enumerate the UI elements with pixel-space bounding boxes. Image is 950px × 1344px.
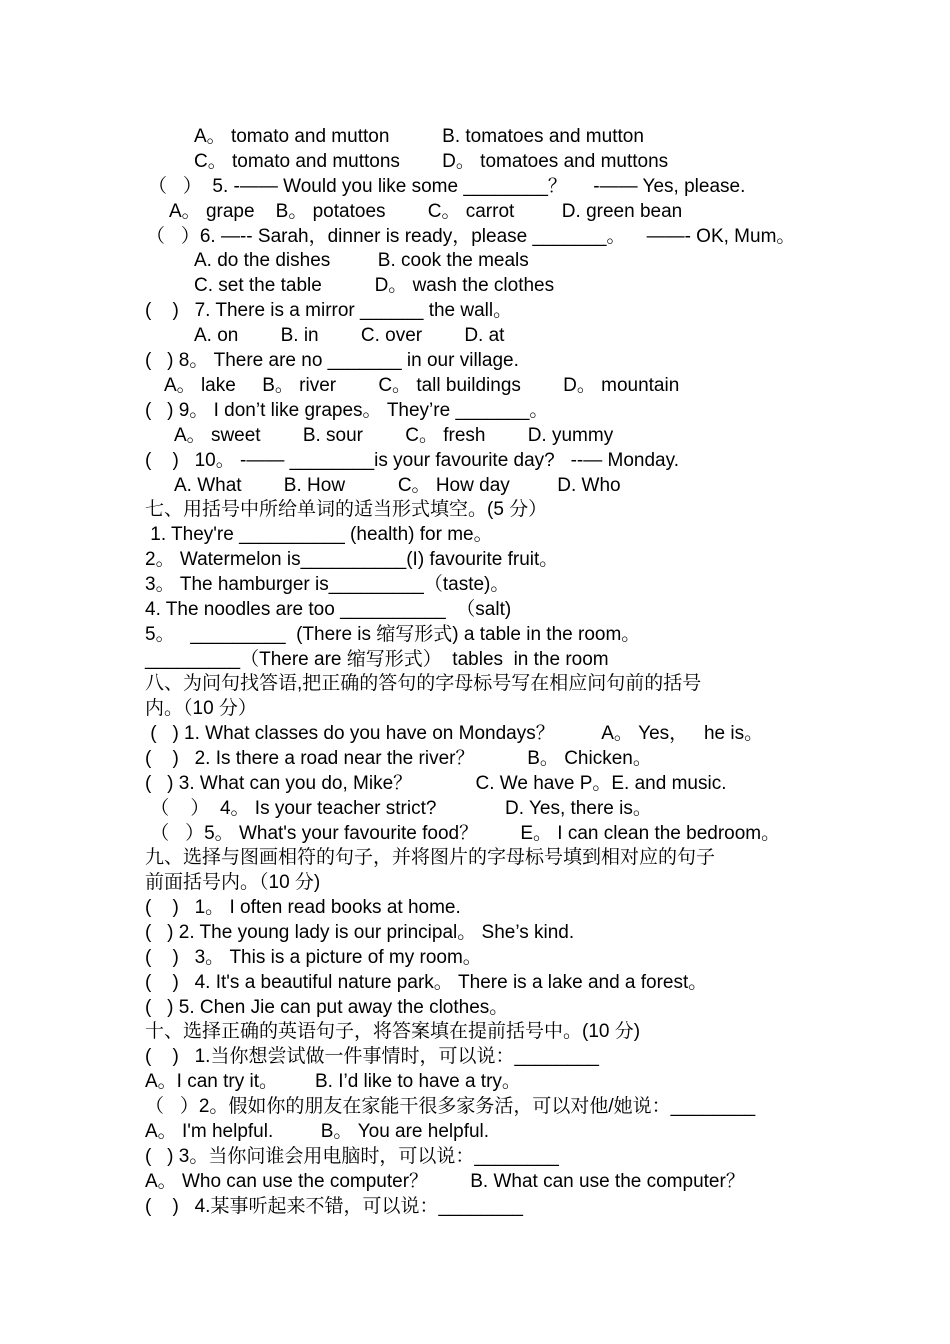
s10-item-3: ( ) 3。当你问谁会用电脑时，可以说：________ xyxy=(145,1146,559,1167)
section-8-heading: 八、为问句找答语,把正确的答句的字母标号写在相应问句前的括号 xyxy=(145,673,702,694)
s7-item-3: 3。 The hamburger is_________（taste)。 xyxy=(145,574,510,595)
s9-item-3: ( ) 3。 This is a picture of my room。 xyxy=(145,947,482,968)
q6-question: （ ）6. —-- Sarah，dinner is ready，please _______。 ——- OK, Mum。 xyxy=(146,226,796,247)
q9-question: ( ) 9。 I don’t like grapes。 They’re _______。 xyxy=(145,400,549,421)
s10-item-2: （ ）2。假如你的朋友在家能干很多家务活，可以对他/她说：________ xyxy=(145,1096,756,1117)
section-9-heading-cont: 前面括号内。（10 分) xyxy=(145,872,321,893)
s9-item-4: ( ) 4. It's a beautiful nature park。 There is a lake and a forest。 xyxy=(145,972,708,993)
q4-options-row1: A。 tomato and mutton B. tomatoes and mutton xyxy=(194,126,644,147)
q7-options: A. on B. in C. over D. at xyxy=(194,325,505,346)
section-10-heading: 十、选择正确的英语句子，将答案填在提前括号中。(10 分) xyxy=(145,1021,641,1042)
s8-item-3: ( ) 3. What can you do, Mike？ C. We have P。E. and music. xyxy=(145,773,727,794)
q6-options-row1: A. do the dishes B. cook the meals xyxy=(194,250,529,271)
s10-item-3-options: A。 Who can use the computer？ B. What can use the computer？ xyxy=(145,1171,745,1192)
s9-item-2: ( ) 2. The young lady is our principal。 She’s kind. xyxy=(145,922,575,943)
q4-options-row2: C。 tomato and muttons D。 tomatoes and muttons xyxy=(194,151,669,172)
q8-options: A。 lake B。 river C。 tall buildings D。 mountain xyxy=(164,375,680,396)
q6-options-row2: C. set the table D。 wash the clothes xyxy=(194,275,555,296)
s7-item-5-cont: _________（There are 缩写形式） tables in the room xyxy=(145,649,609,670)
s10-item-4: ( ) 4.某事听起来不错，可以说：________ xyxy=(145,1196,523,1217)
q10-options: A. What B. How C。 How day D. Who xyxy=(174,475,621,496)
s8-item-2: ( ) 2. Is there a road near the river？ B。 Chicken。 xyxy=(145,748,652,769)
s9-item-5: ( ) 5. Chen Jie can put away the clothes。 xyxy=(145,997,509,1018)
section-9-heading: 九、选择与图画相符的句子，并将图片的字母标号填到相对应的句子 xyxy=(145,847,716,868)
q8-question: ( ) 8。 There are no _______ in our village. xyxy=(145,350,519,371)
q9-options: A。 sweet B. sour C。 fresh D. yummy xyxy=(174,425,614,446)
s8-item-5: （ ）5。 What's your favourite food？ E。 I can clean the bedroom。 xyxy=(145,823,781,844)
s10-item-1: ( ) 1.当你想尝试做一件事情时，可以说：________ xyxy=(145,1046,599,1067)
s10-item-1-options: A。I can try it。 B. I’d like to have a try。 xyxy=(145,1071,521,1092)
q7-question: ( ) 7. There is a mirror ______ the wall。 xyxy=(145,300,513,321)
q5-question: （ ） 5. -—— Would you like some ________？ -—— Yes, please. xyxy=(148,176,746,197)
s7-item-1: 1. They're __________ (health) for me。 xyxy=(145,524,493,545)
s8-item-1: ( ) 1. What classes do you have on Mondays？ A。 Yes， he is。 xyxy=(145,723,764,744)
s7-item-5: 5。 _________ (There is 缩写形式) a table in the room。 xyxy=(145,624,641,645)
q5-options: A。 grape B。 potatoes C。 carrot D. green bean xyxy=(169,201,683,222)
section-8-heading-cont: 内。（10 分） xyxy=(145,698,257,719)
s7-item-2: 2。 Watermelon is__________(I) favourite fruit。 xyxy=(145,549,559,570)
s8-item-4: （ ） 4。 Is your teacher strict? D. Yes, there is。 xyxy=(145,798,652,819)
s9-item-1: ( ) 1。 I often read books at home. xyxy=(145,897,461,918)
s10-item-2-options: A。 I'm helpful. B。 You are helpful. xyxy=(145,1121,490,1142)
section-7-heading: 七、用括号中所给单词的适当形式填空。(5 分） xyxy=(145,499,548,520)
q10-question: ( ) 10。 -—— ________is your favourite day? --— Monday. xyxy=(145,450,679,471)
s7-item-4: 4. The noodles are too __________ （salt) xyxy=(145,599,512,620)
